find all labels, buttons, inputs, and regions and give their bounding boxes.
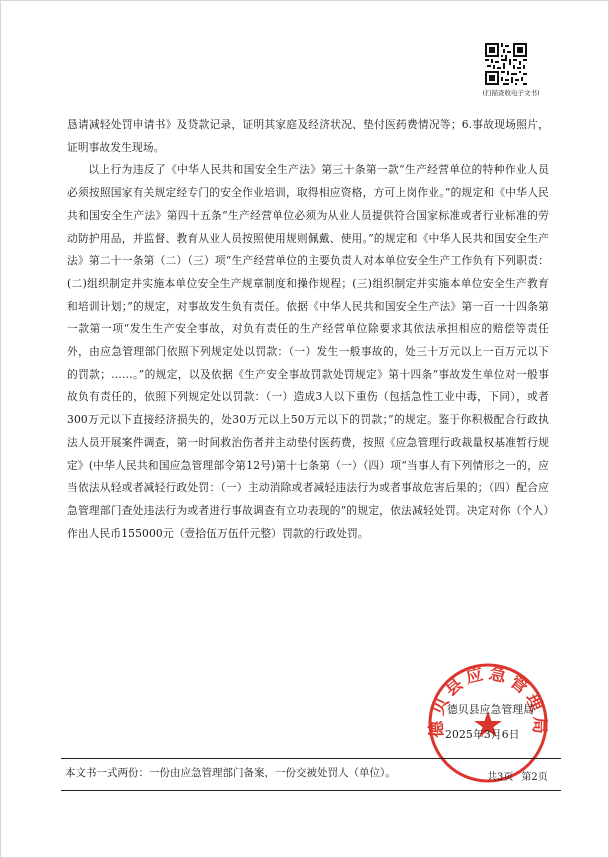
document-body xyxy=(67,114,549,545)
footer-divider-bottom xyxy=(61,790,561,791)
current-page: 第2页 xyxy=(521,772,548,783)
total-pages: 共3页 xyxy=(487,772,514,783)
official-seal xyxy=(426,661,550,785)
qr-caption: (扫描查收电子文书) xyxy=(482,89,540,97)
signing-date: 2025年3月6日 xyxy=(445,728,520,741)
signing-authority: 德贝县应急管理局 xyxy=(447,703,535,716)
page-counter xyxy=(487,768,548,783)
qr-code[interactable] xyxy=(485,43,527,85)
paragraph-decision: 以上行为违反了《中华人民共和国安全生产法》第三十条第一款“生产经营单位的特种作业人员必须按照国家有关规定经专门的安全作业培训，取得相应资格，方可上岗作业。”的规定和《中华人民共和国安全生产法》第四十五条“生产经营单位必须为从业人员提供符合国家标准或者行业标准的劳动防护用品，并监督、教育从业人员按照使用规则佩戴、使用。”的规定和《中华人民共和国安全生产法》第二十一条第（二）（三）项“生产经营单位的主要负责人对本单位安全生产工作负有下列职责：(二)组织制定并实施本单位安全生产规章制度和操作规程；(三)组织制定并实施本单位安全生产教育和培训计划；”的规定，对事故发生负有责任。依据《中华人民共和国安全生产法》第一百一十四条第一款第一项“发生生产安全事故，对负有责任的生产经营单位除要求其依法承担相应的赔偿等责任外，由应急管理部门依照下列规定处以罚款：（一）发生一般事故的，处三十万元以上一百万元以下的罚款；……。”的规定，以及依据《生产安全事故罚款处罚规定》第十四条“事故发生单位对一般事故负有责任的，依照下列规定处以罚款：（一）造成3人以下重伤（包括急性工业中毒，下同），或者300万元以下直接经济损失的，处30万元以上50万元以下的罚款；”的规定。鉴于你积极配合行政执法人员开展案件调查，第一时间救治伤者并主动垫付医药费，按照《应急管理行政裁量权基准暂行规定》(中华人民共和国应急管理部令第12号)第十七条第（一）（四）项“当事人有下列情形之一的，应当依法从轻或者减轻行政处罚：（一）主动消除或者减轻违法行为或者事故危害后果的；（四）配合应急管理部门查处违法行为或者进行事故调查有立功表现的”的规定，依法减轻处罚。决定对你（个人）作出人民币155000元（壹拾伍万伍仟元整）罚款的行政处罚。 xyxy=(67,163,549,540)
footer-divider-top xyxy=(61,758,561,759)
copies-note: 本文书一式两份：一份由应急管理部门备案，一份交被处罚人（单位）。 xyxy=(65,767,396,779)
svg-text:德贝县应急管理局: 德贝县应急管理局 xyxy=(426,663,550,739)
paragraph-continuation: 恳请减轻处罚申请书》及贷款记录，证明其家庭及经济状况、垫付医药费情况等；6.事故现场照片，证明事故发生现场。 xyxy=(67,118,549,154)
